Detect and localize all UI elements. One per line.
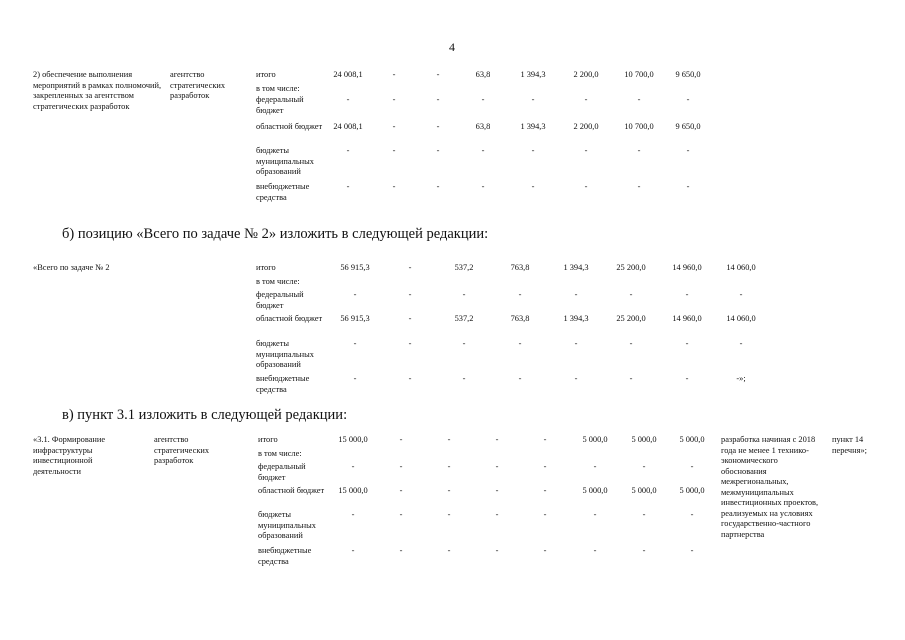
value-cell: 2 200,0 (573, 70, 599, 79)
value-cell: 5 000,0 (631, 486, 657, 495)
value-cell: - (543, 486, 547, 495)
value-cell: - (543, 546, 547, 555)
value-cell: - (574, 374, 578, 383)
value-cell: - (495, 462, 499, 471)
value-cell: - (531, 146, 535, 155)
value-cell: - (584, 95, 588, 104)
value-cell: - (690, 462, 694, 471)
value-cell: - (685, 374, 689, 383)
value-cell: - (408, 314, 412, 323)
value-cell: 14 960,0 (672, 263, 702, 272)
value-cell: - (447, 546, 451, 555)
value-cell: 5 000,0 (679, 435, 705, 444)
value-cell: - (462, 339, 466, 348)
value-cell: 15 000,0 (338, 435, 368, 444)
value-cell: 1 394,3 (563, 314, 589, 323)
value-cell: - (447, 435, 451, 444)
value-cell: - (408, 339, 412, 348)
heading-b: б) позицию «Всего по задаче № 2» изложить в следующей редакции: (62, 226, 489, 242)
row-label: внебюджетные средства (256, 182, 310, 202)
value-cell: 63,8 (475, 122, 491, 131)
value-cell: - (593, 546, 597, 555)
expected-result: разработка начиная с 2018 года не менее 1 технико-экономического обоснования межрегиональных, межмуниципальных инвестиционных проектов, реализуемых на условиях государственно-частного партнерства (721, 435, 819, 539)
value-cell: - (637, 182, 641, 191)
value-cell: - (686, 146, 690, 155)
value-cell: - (447, 486, 451, 495)
value-cell: - (399, 435, 403, 444)
value-cell: 14 060,0 (726, 263, 756, 272)
value-cell: - (685, 339, 689, 348)
row-label: областной бюджет (256, 122, 323, 131)
value-cell: 14 960,0 (672, 314, 702, 323)
value-cell: - (462, 374, 466, 383)
value-cell: - (629, 339, 633, 348)
value-cell: -»; (736, 374, 746, 383)
value-cell: - (399, 546, 403, 555)
value-cell: - (392, 70, 396, 79)
value-cell: - (392, 95, 396, 104)
value-cell: - (495, 546, 499, 555)
value-cell: - (685, 290, 689, 299)
value-cell: - (353, 339, 357, 348)
value-cell: - (353, 374, 357, 383)
value-cell: - (351, 546, 355, 555)
row-label: бюджеты муниципальных образований (258, 510, 316, 540)
value-cell: - (690, 546, 694, 555)
value-cell: 537,2 (454, 263, 474, 272)
value-cell: - (392, 182, 396, 191)
value-cell: 1 394,3 (520, 122, 546, 131)
value-cell: - (574, 290, 578, 299)
value-cell: 14 060,0 (726, 314, 756, 323)
row-label: внебюджетные средства (258, 546, 312, 566)
value-cell: - (346, 146, 350, 155)
value-cell: 56 915,3 (340, 263, 370, 272)
value-cell: 10 700,0 (624, 122, 654, 131)
value-cell: - (739, 290, 743, 299)
value-cell: - (642, 510, 646, 519)
value-cell: - (481, 182, 485, 191)
value-cell: - (584, 146, 588, 155)
item-name: «Всего по задаче № 2 (33, 263, 110, 272)
row-label: итого (256, 263, 276, 272)
value-cell: - (447, 462, 451, 471)
value-cell: - (436, 95, 440, 104)
value-cell: - (531, 182, 535, 191)
reference: пункт 14 перечня»; (832, 435, 867, 455)
row-label: бюджеты муниципальных образований (256, 146, 314, 176)
value-cell: - (399, 462, 403, 471)
value-cell: - (408, 290, 412, 299)
row-label: бюджеты муниципальных образований (256, 339, 314, 369)
row-label: итого (258, 435, 278, 444)
value-cell: 5 000,0 (582, 486, 608, 495)
value-cell: - (408, 263, 412, 272)
value-cell: 537,2 (454, 314, 474, 323)
value-cell: - (642, 546, 646, 555)
value-cell: - (436, 182, 440, 191)
value-cell: - (686, 182, 690, 191)
value-cell: - (574, 339, 578, 348)
value-cell: - (584, 182, 588, 191)
value-cell: - (436, 122, 440, 131)
value-cell: 63,8 (475, 70, 491, 79)
value-cell: - (690, 510, 694, 519)
row-label: в том числе: (256, 277, 300, 286)
value-cell: - (436, 70, 440, 79)
value-cell: - (739, 339, 743, 348)
row-label: внебюджетные средства (256, 374, 310, 394)
value-cell: 15 000,0 (338, 486, 368, 495)
heading-v: в) пункт 3.1 изложить в следующей редакции: (62, 407, 348, 423)
page-number: 4 (449, 40, 455, 54)
value-cell: - (629, 290, 633, 299)
value-cell: 2 200,0 (573, 122, 599, 131)
value-cell: - (543, 435, 547, 444)
value-cell: 24 008,1 (333, 122, 363, 131)
value-cell: 5 000,0 (582, 435, 608, 444)
executor: агентство стратегических разработок (170, 70, 226, 100)
value-cell: - (518, 339, 522, 348)
value-cell: - (637, 95, 641, 104)
value-cell: - (481, 95, 485, 104)
row-label: федеральный бюджет (256, 95, 304, 115)
value-cell: - (481, 146, 485, 155)
value-cell: - (351, 462, 355, 471)
value-cell: - (353, 290, 357, 299)
value-cell: - (593, 510, 597, 519)
executor: агентство стратегических разработок (154, 435, 210, 465)
value-cell: - (436, 146, 440, 155)
value-cell: 5 000,0 (679, 486, 705, 495)
row-label: областной бюджет (258, 486, 325, 495)
value-cell: - (593, 462, 597, 471)
value-cell: - (518, 290, 522, 299)
value-cell: - (351, 510, 355, 519)
value-cell: 9 650,0 (675, 122, 701, 131)
value-cell: - (408, 374, 412, 383)
row-label: в том числе: (258, 449, 302, 458)
value-cell: - (642, 462, 646, 471)
value-cell: - (543, 510, 547, 519)
value-cell: 24 008,1 (333, 70, 363, 79)
value-cell: 5 000,0 (631, 435, 657, 444)
value-cell: - (399, 486, 403, 495)
row-label: федеральный бюджет (258, 462, 306, 482)
value-cell: 1 394,3 (520, 70, 546, 79)
value-cell: 10 700,0 (624, 70, 654, 79)
row-label: итого (256, 70, 276, 79)
value-cell: - (462, 290, 466, 299)
row-label: федеральный бюджет (256, 290, 304, 310)
value-cell: - (637, 146, 641, 155)
value-cell: - (392, 146, 396, 155)
value-cell: 1 394,3 (563, 263, 589, 272)
value-cell: 9 650,0 (675, 70, 701, 79)
row-label: областной бюджет (256, 314, 323, 323)
value-cell: - (686, 95, 690, 104)
value-cell: 763,8 (510, 314, 530, 323)
row-label: в том числе: (256, 84, 300, 93)
value-cell: - (495, 510, 499, 519)
value-cell: - (399, 510, 403, 519)
value-cell: - (543, 462, 547, 471)
value-cell: - (495, 486, 499, 495)
value-cell: 25 200,0 (616, 314, 646, 323)
value-cell: - (629, 374, 633, 383)
value-cell: - (518, 374, 522, 383)
value-cell: - (531, 95, 535, 104)
value-cell: - (447, 510, 451, 519)
value-cell: - (392, 122, 396, 131)
value-cell: 56 915,3 (340, 314, 370, 323)
value-cell: - (495, 435, 499, 444)
item-name: «3.1. Формирование инфраструктуры инвестиционной деятельности (33, 435, 106, 476)
value-cell: 763,8 (510, 263, 530, 272)
item-name: 2) обеспечение выполнения мероприятий в рамках полномочий, закрепленных за агентством стратегических разработок (33, 70, 162, 111)
value-cell: - (346, 182, 350, 191)
value-cell: - (346, 95, 350, 104)
value-cell: 25 200,0 (616, 263, 646, 272)
